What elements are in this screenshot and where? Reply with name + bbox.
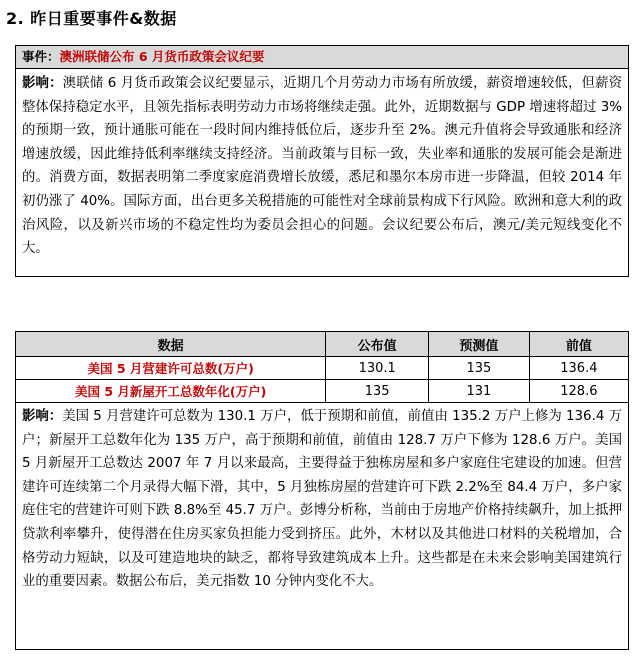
data-table [16,332,628,403]
header-actual: 公布值 [326,332,429,357]
event-header [16,46,628,69]
section-title: 2. 昨日重要事件&数据 [6,9,177,28]
row-indicator: 美国 5 月营建许可总数(万户) [16,357,326,380]
table-row [16,380,628,403]
row-forecast: 135 [429,357,530,380]
event-impact [16,69,628,261]
table-header-row [16,332,628,357]
data-impact [16,403,628,594]
row-previous: 136.4 [529,357,628,380]
row-actual: 135 [326,380,429,403]
row-previous: 128.6 [529,380,628,403]
header-indicator: 数据 [16,332,326,357]
data-impact-text: 美国 5 月营建许可总数为 130.1 万户，低于预期和前值，前值由 135.2 万户上修为 136.4 万户；新屋开工总数年化为 135 万户，高于预期和前值，前值由 128.7 万户下修为 128.6 万户。美国 5 月新屋开工总数达 2007 年 7 月以来最高，主要得益于独栋房屋和多户家庭住宅建设的加速。但营建许可连续第二个月录得大幅下滑，其中，5 月独栋房屋的营建许可下跌 2.2%至 84.4 万户，多户家庭住宅的营建许可则下跌 8.8%至 45.7 万户。彭博分析称，当前由于房地产价格持续飙升，加上抵押贷款利率攀升，使得潜在住房买家负担能力受到挤压。此外，木材以及其他进口材料的关税增加，合格劳动力短缺，以及可建造地块的缺乏，都将导致建筑成本上升。这些都是在未来会影响美国建筑行业的重要因素。数据公布后，美元指数 10 分钟内变化不大。 [22,409,623,590]
table-row [16,357,628,380]
row-indicator: 美国 5 月新屋开工总数年化(万户) [16,380,326,403]
data-box [15,331,629,650]
header-forecast: 预测值 [429,332,530,357]
row-actual: 130.1 [326,357,429,380]
event-impact-text: 澳联储 6 月货币政策会议纪要显示，近期几个月劳动力市场有所放缓，薪资增速较低，但薪资整体保持稳定水平，且领先指标表明劳动力市场将继续走强。此外，近期数据与 GDP 增速将超过 3%的预期一致，预计通胀可能在一段时间内维持低位后，逐步升至 2%。澳元升值将会导致通胀和经济增速放缓，因此维持低利率继续支持经济。当前政策与目标一致，失业率和通胀的发展可能会是渐进的。消费方面，数据表明第二季度家庭消费增长放缓，悉尼和墨尔本房市进一步降温，但较 2014 年初仍涨了 40%。国际方面，出台更多关税措施的可能性对全球前景构成下行风险。欧洲和意大利的政治风险，以及新兴市场的不稳定性均为委员会担心的问题。会议纪要公布后，澳元/美元短线变化不大。 [22,76,623,257]
row-forecast: 131 [429,380,530,403]
event-label: 事件： [22,49,60,64]
event-box [15,45,629,277]
header-previous: 前值 [529,332,628,357]
event-impact-label: 影响： [22,76,63,91]
data-impact-label: 影响： [22,409,63,424]
event-title: 澳洲联储公布 6 月货币政策会议纪要 [59,49,265,64]
